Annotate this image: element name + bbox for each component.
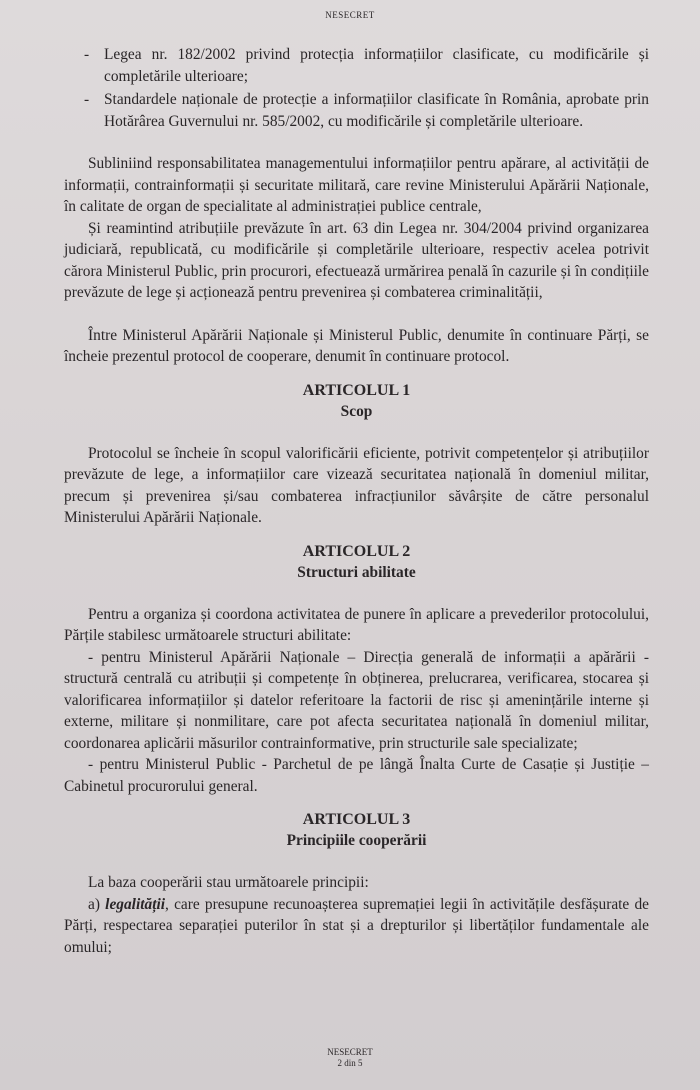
article-2-title: ARTICOLUL 2 <box>302 542 411 560</box>
article-3-paragraph-2 <box>64 894 649 959</box>
article-3-item-prefix: a) <box>88 895 106 913</box>
article-3-item-text: , care presupune recunoașterea supremației legii în activitățile desfășurate de Părți, respectarea separației puterilor în stat și a drepturilor și libertăților fundamentale ale omului; <box>64 895 649 956</box>
header-classification: NESECRET <box>325 10 375 20</box>
article-3-title: ARTICOLUL 3 <box>302 811 411 828</box>
article-2-subtitle: Structuri abilitate <box>297 563 416 581</box>
preamble-paragraph-3: Între Ministerul Apărării Naționale și Ministerul Public, denumite în continuare Părți, se încheie prezentul protocol de cooperare, denumit în continuare protocol. <box>64 326 649 365</box>
article-1-subtitle: Scop <box>340 402 373 420</box>
document-body <box>64 44 649 958</box>
list-item-text: Standardele naționale de protecție a informațiilor clasificate în România, aprobate prin Hotărârea Guvernului nr. 585/2002, cu modificările și completările ulterioare. <box>104 91 649 130</box>
preamble-paragraph-1: Subliniind responsabilitatea managementului informațiilor pentru apărare, al activității de informații, contrainformații și securitate militară, care revine Ministerului Apărării Naționale, în calitate de organ de specialitate al administrației publice centrale, <box>64 155 649 215</box>
article-1-title: ARTICOLUL 1 <box>302 381 411 399</box>
legal-basis-list <box>84 44 649 132</box>
page-number: 2 din 5 <box>337 1058 363 1068</box>
article-3-subtitle: Principiile cooperării <box>286 832 427 849</box>
preamble-paragraph-2: Și reamintind atribuțiile prevăzute în art. 63 din Legea nr. 304/2004 privind organizarea judiciară, republicată, cu modificările și completările ulterioare, respectiv acelea potrivit cărora Ministerul Public, prin procurori, efectuează urmărirea penală în cazurile și în condițiile prevăzute de lege și acționează pentru prevenirea și combaterea criminalității, <box>64 219 649 301</box>
list-item <box>84 44 649 87</box>
article-1-paragraph: Protocolul se încheie în scopul valorificării eficiente, potrivit competențelor și atribuțiilor prevăzute de lege, a informațiilor care vizează securitatea națională în domeniul militar, precum și prevenirea și/sau combaterea infracțiunilor săvârșite de către personalul Ministerului Apărării Naționale. <box>64 444 649 526</box>
bullet-marker: - <box>84 46 90 63</box>
article-2-paragraph-2: - pentru Ministerul Apărării Naționale – Direcția generală de informații a apărării - structură centrală cu atribuții și competențe în obținerea, prelucrarea, verificarea, stocarea și valorificarea informațiilor și datelor referitoare la factorii de risc și amenințările interne și externe, militare și nonmilitare, care pot afecta securitatea națională în domeniul militar, coordonarea aplicării măsurilor contrainformative, prin structurile sale specializate; <box>64 648 649 752</box>
list-item-text: Legea nr. 182/2002 privind protecția informațiilor clasificate, cu modificările și completările ulterioare; <box>104 46 649 85</box>
article-3-paragraph-1: La baza cooperării stau următoarele principii: <box>88 874 369 891</box>
page-footer <box>0 1047 700 1069</box>
principle-term: legalității <box>105 895 166 913</box>
article-2-paragraph-3: - pentru Ministerul Public - Parchetul de pe lângă Înalta Curte de Casație și Justiție – Cabinetul procurorului general. <box>64 756 649 795</box>
bullet-marker: - <box>84 91 90 108</box>
footer-classification: NESECRET <box>327 1047 373 1057</box>
article-2-paragraph-1: Pentru a organiza și coordona activitatea de punere în aplicare a prevederilor protocolului, Părțile stabilesc următoarele structuri abilitate: <box>64 605 649 644</box>
list-item <box>84 89 649 132</box>
